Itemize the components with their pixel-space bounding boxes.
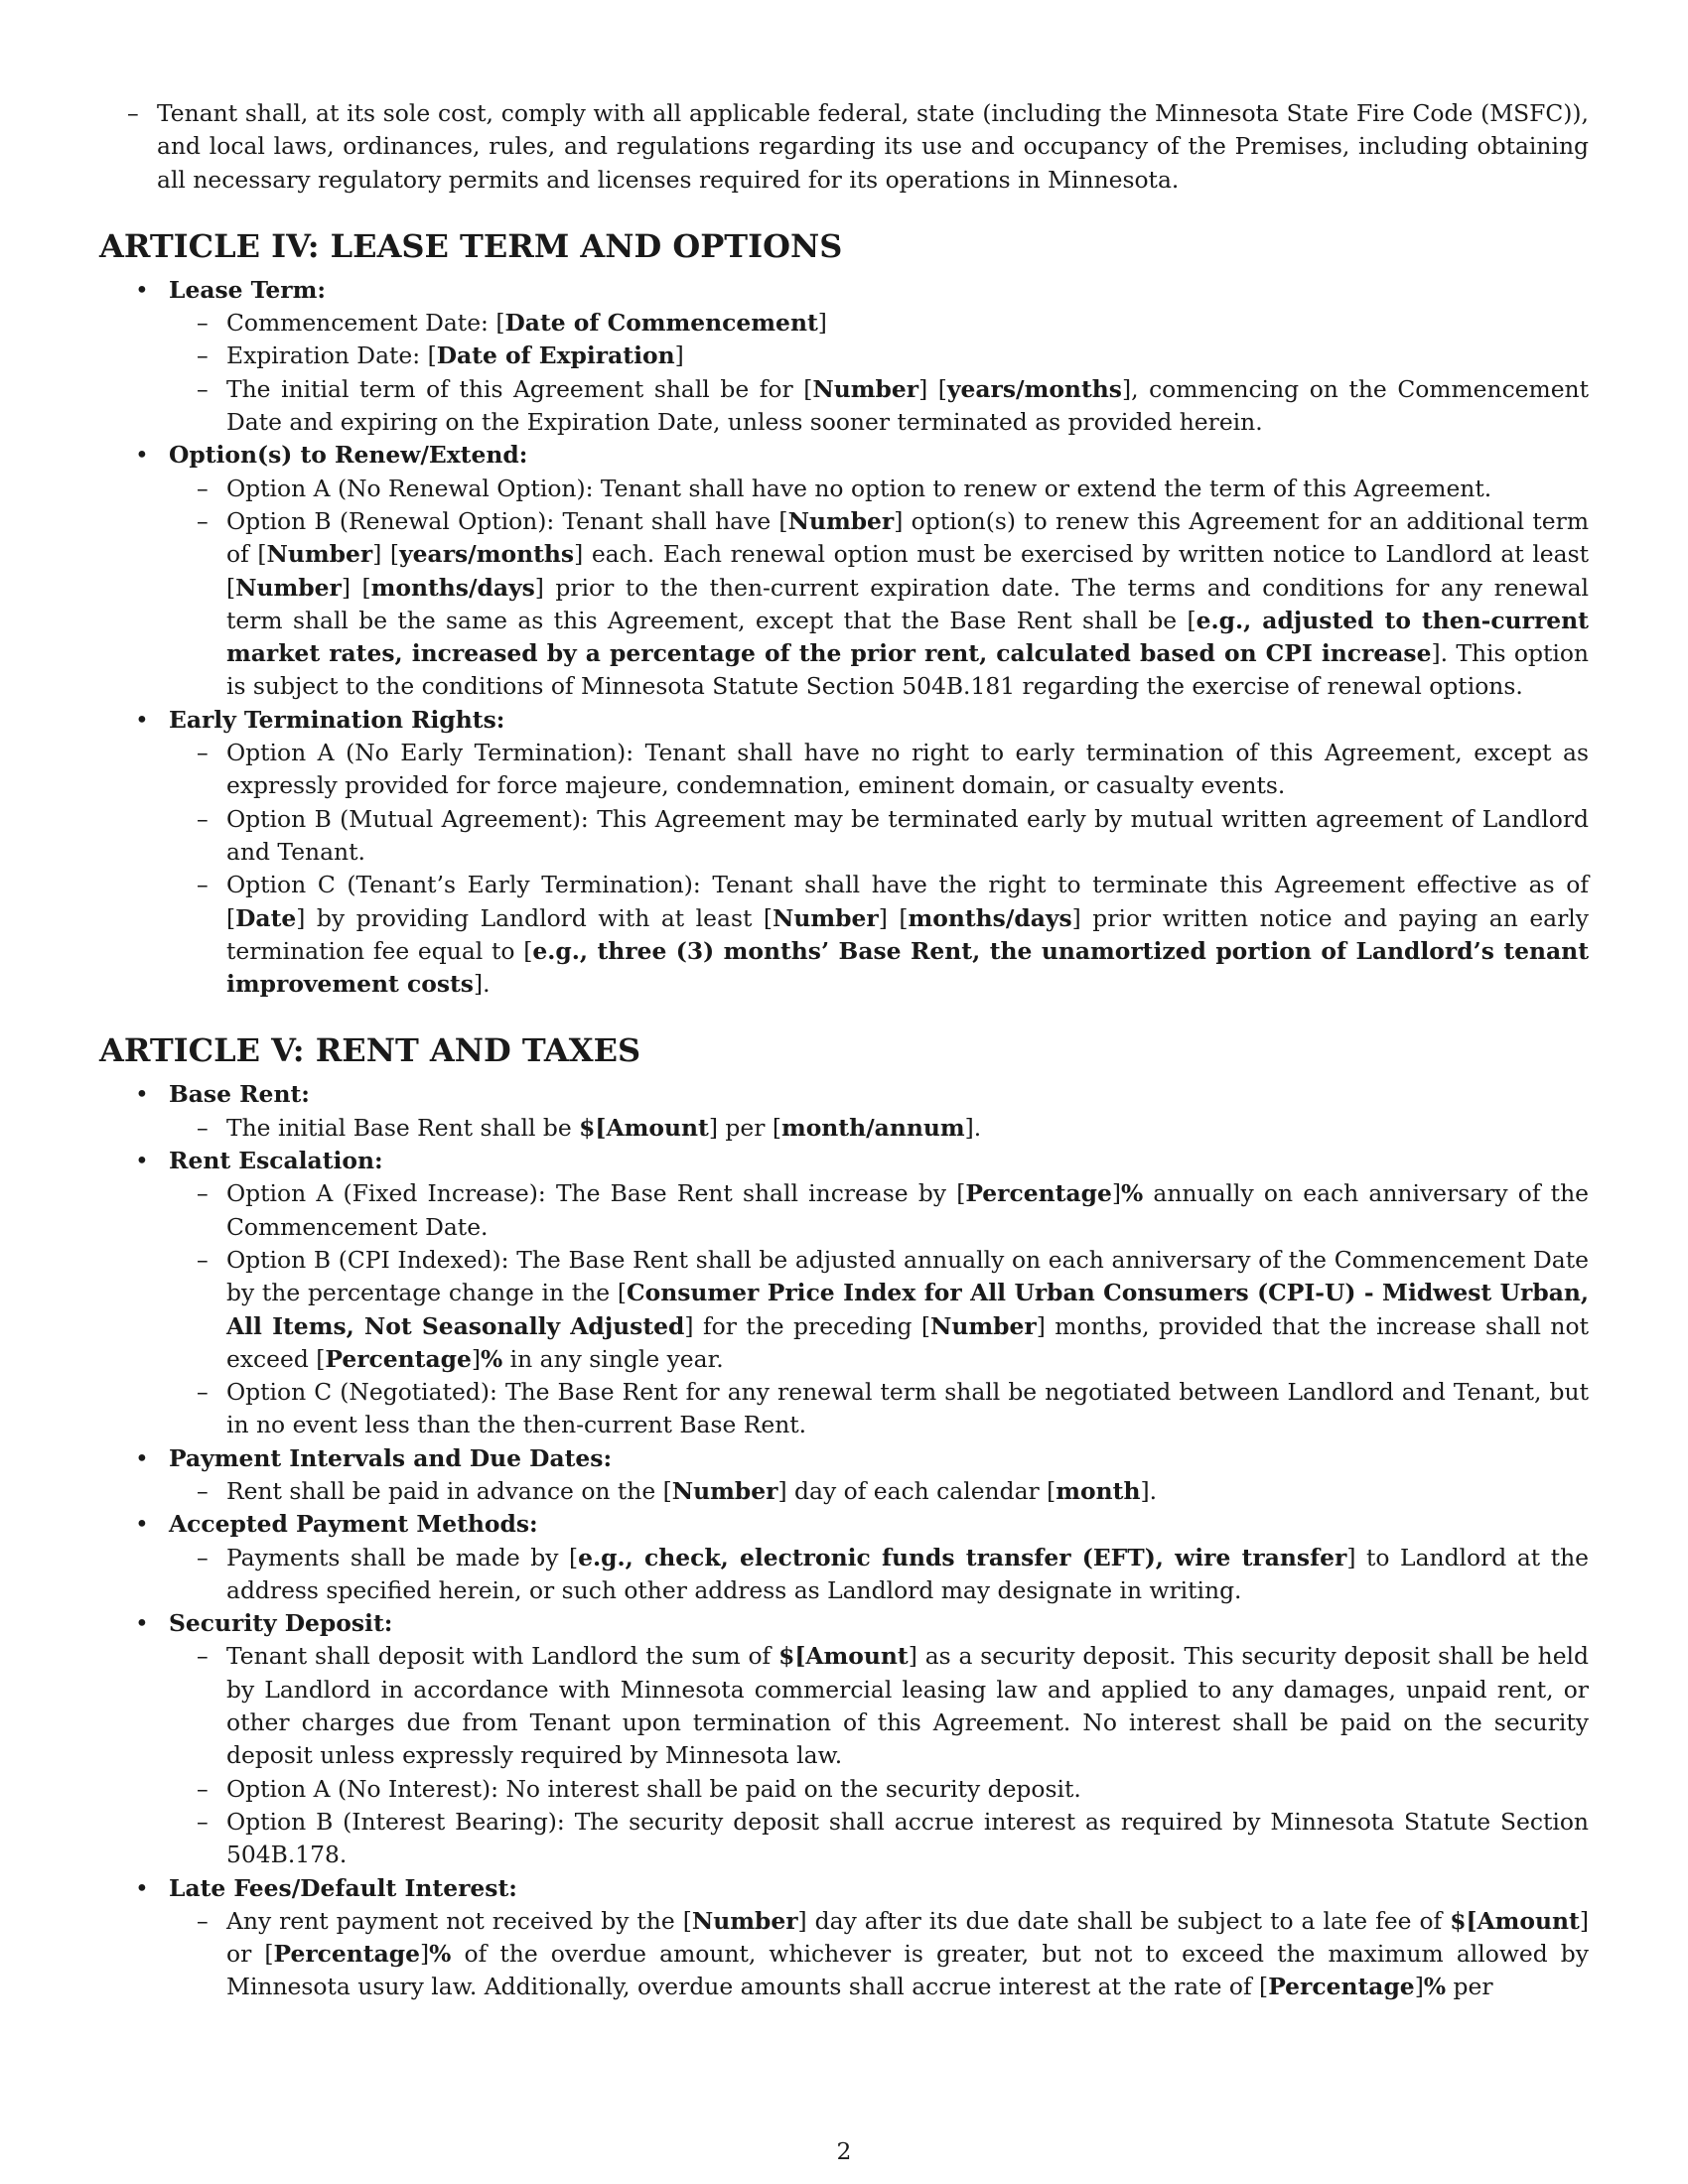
list-item: – Rent shall be paid in advance on the [Number] day of each calendar [month]. — [197, 1476, 1158, 1505]
late-fees-label: Late Fees/Default Interest: — [169, 1873, 517, 1902]
bullet-marker: • — [135, 1443, 149, 1472]
bullet-marker: • — [135, 1873, 149, 1902]
article-iv-list — [99, 274, 1589, 1002]
list-item: – Any rent payment not received by the [Number] day after its due date shall be subject to a late fee of $[Amount] or [Percentage]% of the overdue amount, whichever is greater, but not to exceed the maximum allowed by Minnesota usury law. Additionally, overdue amounts shall accrue interest at the rate of [Percentage]% per — [197, 1906, 1589, 2001]
list-item: – Option B (Mutual Agreement): This Agreement may be terminated early by mutual written agreement of Landlord and Tenant. — [197, 804, 1589, 866]
list-item: – Option A (No Renewal Option): Tenant shall have no option to renew or extend the term of this Agreement. — [197, 474, 1492, 502]
early-termination-item — [99, 704, 1589, 1002]
list-item: – Option A (No Interest): No interest shall be paid on the security deposit. — [197, 1774, 1081, 1803]
rent-escalation-label: Rent Escalation: — [169, 1147, 383, 1175]
list-item: – Option A (No Early Termination): Tenant shall have no right to early termination of this Agreement, except as expressly provided for force majeure, condemnation, eminent domain, or casualty events. — [197, 739, 1589, 800]
bullet-marker: • — [135, 1609, 149, 1638]
list-item: – Tenant shall deposit with Landlord the sum of $[Amount] as a security deposit. This security deposit shall be held by Landlord in accordance with Minnesota commercial leasing law and applied to any damages, unpaid rent, or other charges due from Tenant upon termination of this Agreement. No interest shall be paid on the security deposit unless expressly required by Minnesota law. — [197, 1642, 1589, 1770]
lease-term-item — [99, 274, 1589, 439]
security-deposit-item — [99, 1607, 1589, 1871]
dash-marker: – — [127, 99, 139, 127]
bullet-marker: • — [135, 1510, 149, 1539]
document-page — [99, 97, 1589, 2004]
list-item: – Expiration Date: [Date of Expiration] — [197, 341, 684, 370]
article-v-heading: ARTICLE V: RENT AND TAXES — [99, 1031, 641, 1070]
carryover-list — [99, 97, 1589, 197]
rent-escalation-item — [99, 1145, 1589, 1442]
security-deposit-label: Security Deposit: — [169, 1609, 393, 1638]
payment-intervals-label: Payment Intervals and Due Dates: — [169, 1443, 613, 1472]
bullet-marker: • — [135, 1147, 149, 1175]
article-iv-heading: ARTICLE IV: LEASE TERM AND OPTIONS — [99, 226, 843, 265]
renew-item — [99, 439, 1589, 703]
list-item: – Commencement Date: [Date of Commencement] — [197, 309, 827, 338]
base-rent-label: Base Rent: — [169, 1080, 310, 1109]
bullet-marker: • — [135, 441, 149, 470]
bullet-marker: • — [135, 705, 149, 734]
list-item: – Tenant shall, at its sole cost, comply with all applicable federal, state (including the Minnesota State Fire Code (MSFC)), and local laws, ordinances, rules, and regulations regarding its use and occupancy of the Premises, including obtaining all necessary regulatory permits and licenses required for its operations in Minnesota. — [127, 99, 1589, 194]
list-item: – Option B (Renewal Option): Tenant shall have [Number] option(s) to renew this Agreement for an additional term of [Number] [years/months] each. Each renewal option must be exercised by written notice to Landlord at least [Number] [months/days] prior to the then-current expiration date. The terms and conditions for any renewal term shall be the same as this Agreement, except that the Base Rent shall be [e.g., adjusted to then-current market rates, increased by a percentage of the prior rent, calculated based on CPI increase]. This option is subject to the conditions of Minnesota Statute Section 504B.181 regarding the exercise of renewal options. — [197, 506, 1589, 701]
list-item: – Option C (Negotiated): The Base Rent for any renewal term shall be negotiated between Landlord and Tenant, but in no event less than the then-current Base Rent. — [197, 1378, 1589, 1439]
bullet-marker: • — [135, 275, 149, 304]
article-v-list — [99, 1078, 1589, 2003]
list-item: – Option B (CPI Indexed): The Base Rent shall be adjusted annually on each anniversary of the Commencement Date by the percentage change in the [Consumer Price Index for All Urban Consumers (CPI-U) - Midwest Urban, All Items, Not Seasonally Adjusted] for the preceding [Number] months, provided that the increase shall not exceed [Percentage]% in any single year. — [197, 1245, 1589, 1373]
list-item: – The initial Base Rent shall be $[Amount] per [month/annum]. — [197, 1113, 982, 1142]
page-number: 2 — [836, 2137, 852, 2165]
list-item: – Option A (Fixed Increase): The Base Rent shall increase by [Percentage]% annually on each anniversary of the Commencement Date. — [197, 1179, 1589, 1241]
early-termination-label: Early Termination Rights: — [169, 705, 505, 734]
list-item: – Option B (Interest Bearing): The security deposit shall accrue interest as required by Minnesota Statute Section 504B.178. — [197, 1807, 1589, 1869]
payment-methods-label: Accepted Payment Methods: — [169, 1510, 538, 1539]
renew-label: Option(s) to Renew/Extend: — [169, 441, 528, 470]
lease-term-label: Lease Term: — [169, 275, 326, 304]
payment-intervals-item — [99, 1442, 1589, 1509]
late-fees-item — [99, 1872, 1589, 2004]
list-item: – Payments shall be made by [e.g., check, electronic funds transfer (EFT), wire transfer] to Landlord at the address specified herein, or such other address as Landlord may designate in writing. — [197, 1543, 1590, 1604]
payment-methods-item — [99, 1508, 1589, 1607]
bullet-marker: • — [135, 1080, 149, 1109]
list-item: – The initial term of this Agreement shall be for [Number] [years/months], commencing on the Commencement Date and expiring on the Expiration Date, unless sooner terminated as provided herein. — [197, 374, 1590, 437]
base-rent-item — [99, 1078, 1589, 1145]
list-item: – Option C (Tenant’s Early Termination): Tenant shall have the right to terminate this Agreement effective as of [Date] by providing Landlord with at least [Number] [months/days] prior written notice and paying an early termination fee equal to [e.g., three (3) months’ Base Rent, the unamortized portion of Landlord’s tenant improvement costs]. — [197, 871, 1589, 999]
